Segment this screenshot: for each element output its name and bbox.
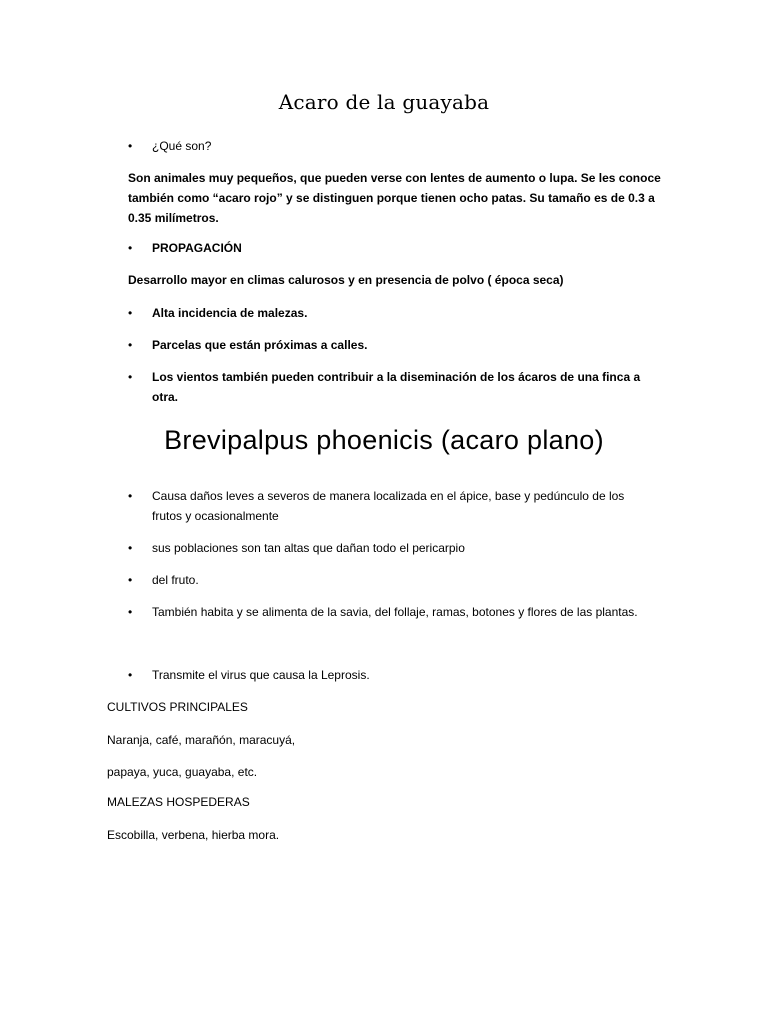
bullet-marker: • — [128, 370, 133, 384]
bullet-poblaciones: sus poblaciones son tan altas que dañan todo el pericarpio — [152, 541, 465, 555]
bullet-marker: • — [128, 668, 133, 682]
bullet-marker: • — [128, 338, 133, 352]
malezas-label: MALEZAS HOSPEDERAS — [107, 795, 250, 809]
bullet-vientos: Los vientos también pueden contribuir a la diseminación de los ácaros de una finca a — [152, 370, 641, 384]
bullet-marker: • — [128, 241, 133, 255]
bullet-marker: • — [128, 573, 133, 587]
intro-paragraph — [128, 168, 688, 228]
bullet-propagacion: PROPAGACIÓN — [152, 241, 242, 255]
bullet-marker: • — [128, 605, 133, 619]
intro-line: Son animales muy pequeños, que pueden verse con lentes de aumento o lupa. Se les conoce — [128, 171, 661, 185]
section-heading: Brevipalpus phoenicis (acaro plano) — [164, 425, 604, 455]
intro-line: 0.35 milímetros. — [128, 211, 219, 225]
malezas-line: Escobilla, verbena, hierba mora. — [107, 828, 280, 842]
cultivos-label: CULTIVOS PRINCIPALES — [107, 700, 248, 714]
bullet-marker: • — [128, 489, 133, 503]
document-title: Acaro de la guayaba — [278, 90, 490, 114]
cultivos-line: papaya, yuca, guayaba, etc. — [107, 765, 258, 779]
bullet-transmite: Transmite el virus que causa la Leprosis. — [152, 668, 370, 682]
bullet-parcelas: Parcelas que están próximas a calles. — [152, 338, 368, 352]
bullet-marker: • — [128, 139, 133, 153]
bullet-malezas: Alta incidencia de malezas. — [152, 306, 308, 320]
intro-line: también como “acaro rojo” y se distinguen porque tienen ocho patas. Su tamaño es de 0.3 a — [128, 191, 655, 205]
bullet-que-son: ¿Qué son? — [152, 139, 212, 153]
bullet-causa-danos: Causa daños leves a severos de manera localizada en el ápice, base y pedúnculo de los — [152, 489, 625, 503]
bullet-del-fruto: del fruto. — [152, 573, 199, 587]
cultivos-line: Naranja, café, marañón, maracuyá, — [107, 733, 296, 747]
propagacion-paragraph: Desarrollo mayor en climas calurosos y en presencia de polvo ( época seca) — [128, 273, 564, 287]
bullet-causa-danos-cont: frutos y ocasionalmente — [152, 509, 279, 523]
bullet-marker: • — [128, 306, 133, 320]
bullet-vientos-cont: otra. — [152, 390, 179, 404]
bullet-marker: • — [128, 541, 133, 555]
bullet-habita: También habita y se alimenta de la savia, del follaje, ramas, botones y flores de las plantas. — [152, 605, 638, 619]
